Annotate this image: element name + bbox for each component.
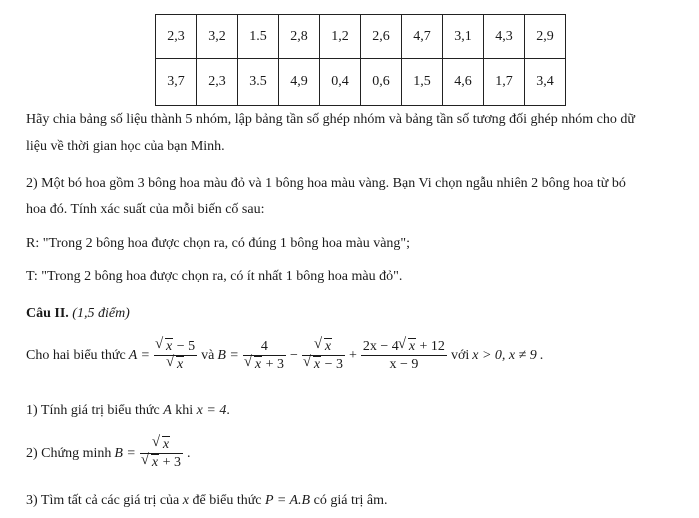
b-lhs: B = [217, 347, 239, 363]
table-row [156, 15, 566, 59]
b-term3: $\frac{2x - 4√ x + 12}{x - 9}$ [361, 338, 447, 373]
table-cell: 2,6 [361, 15, 402, 59]
table-cell: 4,6 [443, 59, 484, 106]
table-cell: 2,9 [525, 15, 566, 59]
table-cell: 3.5 [238, 59, 279, 106]
paragraph-line: 2) Một bó hoa gồm 3 bông hoa màu đỏ và 1 bông hoa màu vàng. Bạn Vi chọn ngẫu nhiên 2 bông hoa từ bó [26, 176, 626, 191]
table-cell: 1,5 [402, 59, 443, 106]
section-title: Câu II. [26, 306, 69, 321]
a-fraction: √ x − 5 √ x [154, 338, 197, 373]
domain-condition: x > 0, x ≠ 9 [472, 347, 537, 363]
table-cell: 4,9 [279, 59, 320, 106]
table-row [156, 59, 566, 106]
expression-line [26, 338, 543, 373]
event-r: R: "Trong 2 bông hoa được chọn ra, có đúng 1 bông hoa màu vàng"; [26, 236, 411, 251]
table-cell: 3,4 [525, 59, 566, 106]
section-heading [26, 306, 130, 322]
paragraph-line: Hãy chia bảng số liệu thành 5 nhóm, lập bảng tần số ghép nhóm và bảng tần số tương đối ghép nhóm cho dữ [26, 112, 635, 127]
question-2: 2) Chứng minh B = √ x √ x + 3 . [26, 436, 191, 471]
table-cell: 3,1 [443, 15, 484, 59]
table-cell: 4,7 [402, 15, 443, 59]
event-t: T: "Trong 2 bông hoa được chọn ra, có ít nhất 1 bông hoa màu đỏ". [26, 269, 403, 284]
a-lhs: A = [128, 347, 150, 363]
table-cell: 1.5 [238, 15, 279, 59]
end-dot: . [539, 347, 544, 363]
table-cell: 3,7 [156, 59, 197, 106]
table-cell: 1,7 [484, 59, 525, 106]
section-points: (1,5 điểm) [72, 306, 130, 321]
minus-sign: − [289, 347, 298, 363]
b-term2: √ x √ x − 3 [302, 338, 345, 373]
question-1: 1) Tính giá trị biểu thức A khi x = 4. [26, 403, 230, 418]
table-cell: 1,2 [320, 15, 361, 59]
prove-fraction: √ x √ x + 3 [140, 436, 183, 471]
table-cell: 2,8 [279, 15, 320, 59]
and-word: và [201, 347, 215, 363]
data-table [155, 14, 566, 106]
table-cell: 2,3 [156, 15, 197, 59]
with-word: với [450, 347, 470, 363]
b-term1: 4 √ x + 3 [243, 338, 286, 373]
paragraph-line: hoa đó. Tính xác suất của mỗi biến cố sau: [26, 202, 265, 217]
table-cell: 3,2 [197, 15, 238, 59]
table-cell: 4,3 [484, 15, 525, 59]
table-cell: 2,3 [197, 59, 238, 106]
paragraph-line: liệu về thời gian học của bạn Minh. [26, 139, 225, 154]
expr-intro: Cho hai biểu thức [26, 347, 126, 363]
question-3: 3) Tìm tất cả các giá trị của x để biểu thức P = A.B có giá trị âm. [26, 493, 388, 508]
table-cell: 0,6 [361, 59, 402, 106]
plus-sign: + [349, 347, 357, 363]
table-cell: 0,4 [320, 59, 361, 106]
